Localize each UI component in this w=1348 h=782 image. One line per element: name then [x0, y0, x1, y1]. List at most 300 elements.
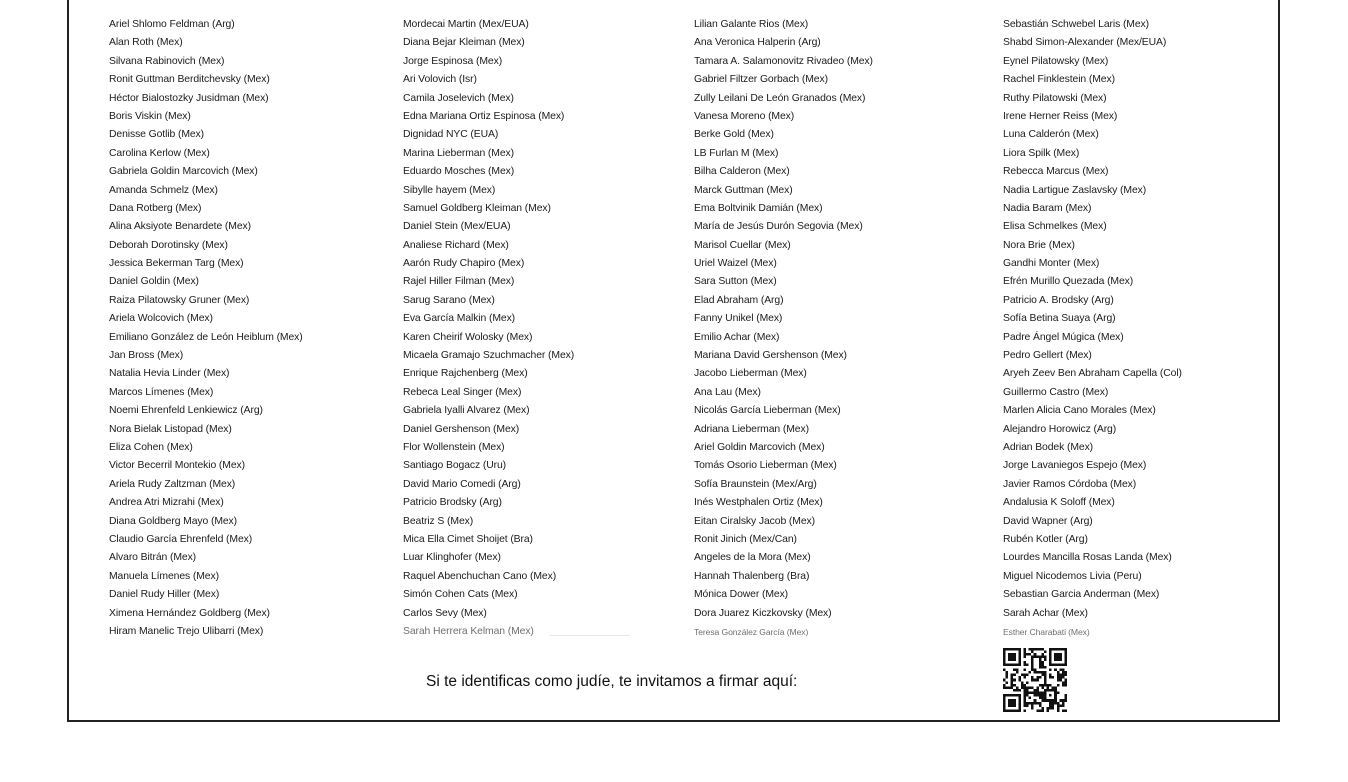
qr-module: [1006, 671, 1009, 674]
qr-module: [1031, 702, 1034, 705]
qr-module: [1041, 674, 1044, 677]
signatory-name: Jan Bross (Mex): [109, 350, 184, 362]
qr-module: [1031, 666, 1034, 669]
qr-module: [1026, 704, 1029, 707]
qr-module: [1013, 684, 1016, 687]
qr-module: [1011, 709, 1014, 712]
qr-module: [1011, 656, 1014, 659]
qr-module: [1036, 656, 1039, 659]
qr-module: [1041, 671, 1044, 674]
qr-module: [1041, 707, 1044, 710]
signatory-name: Simón Cohen Cats (Mex): [403, 589, 518, 601]
qr-module: [1064, 656, 1067, 659]
qr-module: [1023, 699, 1026, 702]
qr-module: [1044, 699, 1047, 702]
qr-module: [1013, 689, 1016, 692]
qr-module: [1003, 679, 1006, 682]
qr-module: [1044, 671, 1047, 674]
qr-module: [1062, 674, 1065, 677]
qr-module: [1023, 704, 1026, 707]
signatory-name: Dignidad NYC (EUA): [403, 129, 499, 141]
signatory-name: Berke Gold (Mex): [694, 129, 774, 141]
qr-module: [1026, 689, 1029, 692]
qr-module: [1018, 697, 1021, 700]
signatory-name: Diana Bejar Kleiman (Mex): [403, 37, 525, 49]
qr-module: [1049, 653, 1052, 656]
qr-module: [1052, 676, 1055, 679]
signatory-name: Shabd Simon-Alexander (Mex/EUA): [1003, 37, 1167, 49]
signatory-name: Aarón Rudy Chapiro (Mex): [403, 258, 525, 270]
qr-module: [1013, 668, 1016, 671]
qr-module: [1059, 699, 1062, 702]
qr-module: [1011, 674, 1014, 677]
signatory-name: Marck Guttman (Mex): [694, 184, 793, 196]
qr-module: [1041, 648, 1044, 651]
qr-module: [1031, 651, 1034, 654]
signatory-name: Tamara A. Salamonovitz Rivadeo (Mex): [694, 55, 873, 67]
qr-module: [1026, 663, 1029, 666]
qr-module: [1008, 699, 1011, 702]
qr-module: [1039, 694, 1042, 697]
qr-module: [1052, 707, 1055, 710]
signatory-name: Ariela Wolcovich (Mex): [109, 313, 213, 325]
signatory-name: Ariel Shlomo Feldman (Arg): [109, 19, 235, 30]
qr-module: [1041, 684, 1044, 687]
qr-code-icon[interactable]: [1003, 648, 1067, 712]
qr-module: [1018, 676, 1021, 679]
qr-module: [1049, 689, 1052, 692]
qr-module: [1054, 702, 1057, 705]
qr-module: [1011, 663, 1014, 666]
signatory-name: Flor Wollenstein (Mex): [403, 441, 505, 453]
signatory-name: Rebeca Leal Singer (Mex): [403, 386, 522, 398]
qr-module: [1064, 653, 1067, 656]
qr-module: [1023, 656, 1026, 659]
qr-module: [1039, 648, 1042, 651]
qr-module: [1023, 668, 1026, 671]
signatory-name: Dana Rotberg (Mex): [109, 202, 202, 214]
signatory-name: Alvaro Bitrán (Mex): [109, 552, 197, 564]
signatory-name: Natalia Hevia Linder (Mex): [109, 368, 230, 380]
qr-module: [1013, 704, 1016, 707]
qr-module: [1054, 692, 1057, 695]
qr-module: [1013, 648, 1016, 651]
signatory-name: Héctor Bialostozky Jusidman (Mex): [109, 92, 269, 104]
qr-module: [1013, 702, 1016, 705]
qr-module: [1049, 676, 1052, 679]
qr-module: [1054, 686, 1057, 689]
qr-module: [1039, 676, 1042, 679]
qr-module: [1006, 648, 1009, 651]
signatory-name: David Wapner (Arg): [1003, 515, 1093, 527]
qr-module: [1031, 686, 1034, 689]
qr-module: [1006, 686, 1009, 689]
signatory-name: David Mario Comedi (Arg): [403, 478, 521, 490]
signatory-name: María de Jesús Durón Segovia (Mex): [694, 221, 863, 233]
qr-module: [1057, 676, 1060, 679]
signatory-name: Daniel Goldin (Mex): [109, 276, 199, 288]
qr-module: [1018, 661, 1021, 664]
signatory-name: Amanda Schmelz (Mex): [109, 184, 218, 196]
signatory-name: Teresa González García (Mex): [694, 626, 809, 637]
qr-module: [1057, 658, 1060, 661]
signatory-name: Irene Herner Reiss (Mex): [1003, 110, 1118, 122]
qr-module: [1057, 653, 1060, 656]
signatory-name: Ari Volovich (Isr): [403, 74, 477, 86]
qr-module: [1023, 676, 1026, 679]
qr-module: [1057, 656, 1060, 659]
qr-module: [1003, 668, 1006, 671]
qr-module: [1008, 658, 1011, 661]
qr-module: [1016, 663, 1019, 666]
qr-module: [1039, 702, 1042, 705]
signatory-name: Luar Klinghofer (Mex): [403, 552, 501, 564]
qr-module: [1041, 699, 1044, 702]
qr-module: [1011, 658, 1014, 661]
signatory-name: Analiese Richard (Mex): [403, 239, 509, 251]
qr-module: [1041, 694, 1044, 697]
qr-module: [1023, 651, 1026, 654]
qr-module: [1034, 668, 1037, 671]
signatory-name: Sebastian Garcia Anderman (Mex): [1003, 589, 1160, 601]
qr-module: [1036, 694, 1039, 697]
qr-module: [1008, 704, 1011, 707]
signatory-name: Jorge Lavaniegos Espejo (Mex): [1003, 460, 1147, 472]
qr-module: [1062, 663, 1065, 666]
signatory-name: Hannah Thalenberg (Bra): [694, 570, 810, 582]
qr-module: [1003, 656, 1006, 659]
qr-module: [1029, 648, 1032, 651]
signatory-name: LB Furlan M (Mex): [694, 147, 779, 159]
signatory-name: Ronit Jinich (Mex/Can): [694, 533, 797, 545]
qr-module: [1036, 689, 1039, 692]
signatory-name: Noemi Ehrenfeld Lenkiewicz (Arg): [109, 405, 263, 417]
qr-module: [1031, 692, 1034, 695]
qr-module: [1036, 671, 1039, 674]
qr-module: [1052, 686, 1055, 689]
signatory-name: Ronit Guttman Berditchevsky (Mex): [109, 74, 270, 86]
qr-module: [1041, 661, 1044, 664]
qr-module: [1003, 658, 1006, 661]
qr-module: [1064, 684, 1067, 687]
qr-module: [1021, 674, 1024, 677]
qr-module: [1011, 686, 1014, 689]
qr-module: [1016, 668, 1019, 671]
signatory-name: Lilian Galante Rios (Mex): [694, 19, 809, 30]
signatory-name: Nora Bielak Listopad (Mex): [109, 423, 232, 435]
qr-module: [1031, 676, 1034, 679]
signatory-name: Silvana Rabinovich (Mex): [109, 55, 225, 67]
qr-module: [1036, 679, 1039, 682]
qr-module: [1039, 709, 1042, 712]
qr-module: [1052, 699, 1055, 702]
qr-module: [1034, 679, 1037, 682]
signatory-name: Carlos Sevy (Mex): [403, 607, 487, 619]
qr-module: [1049, 699, 1052, 702]
qr-module: [1059, 656, 1062, 659]
qr-module: [1011, 704, 1014, 707]
signatory-name: Mordecai Martin (Mex/EUA): [403, 19, 529, 30]
qr-module: [1041, 686, 1044, 689]
signatory-name: Andrea Atri Mizrahi (Mex): [109, 497, 224, 509]
qr-module: [1003, 709, 1006, 712]
qr-module: [1003, 704, 1006, 707]
signatory-name: Padre Ángel Múgica (Mex): [1003, 331, 1124, 343]
qr-module: [1016, 671, 1019, 674]
qr-module: [1003, 661, 1006, 664]
signatory-name: Ximena Hernández Goldberg (Mex): [109, 607, 270, 619]
qr-module: [1018, 709, 1021, 712]
qr-module: [1016, 648, 1019, 651]
qr-module: [1016, 689, 1019, 692]
qr-module: [1047, 686, 1050, 689]
signature-column-4: [1003, 16, 1263, 641]
signatory-name: Edna Mariana Ortiz Espinosa (Mex): [403, 110, 565, 122]
qr-module: [1023, 686, 1026, 689]
divider: [550, 635, 630, 636]
qr-module: [1044, 676, 1047, 679]
signature-column-2: [403, 16, 683, 641]
qr-module: [1031, 661, 1034, 664]
qr-module: [1064, 661, 1067, 664]
qr-module: [1064, 681, 1067, 684]
signatory-name: Inés Westphalen Ortiz (Mex): [694, 497, 823, 509]
qr-module: [1034, 656, 1037, 659]
qr-module: [1057, 709, 1060, 712]
qr-module: [1013, 656, 1016, 659]
qr-module: [1049, 648, 1052, 651]
signatory-name: Miguel Nicodemos Livia (Peru): [1003, 570, 1142, 582]
signatory-name: Emilio Achar (Mex): [694, 331, 780, 343]
qr-module: [1008, 663, 1011, 666]
qr-module: [1018, 651, 1021, 654]
signatory-name: Daniel Stein (Mex/EUA): [403, 221, 511, 233]
qr-module: [1054, 699, 1057, 702]
qr-module: [1057, 704, 1060, 707]
signatory-name: Gandhi Monter (Mex): [1003, 258, 1100, 270]
signatory-name: Jorge Espinosa (Mex): [403, 55, 503, 67]
signatory-name: Nora Brie (Mex): [1003, 239, 1075, 251]
qr-module: [1047, 684, 1050, 687]
qr-module: [1018, 658, 1021, 661]
qr-module: [1062, 699, 1065, 702]
signatory-name: Rubén Kotler (Arg): [1003, 533, 1088, 545]
qr-module: [1023, 689, 1026, 692]
qr-module: [1013, 709, 1016, 712]
qr-module: [1039, 692, 1042, 695]
qr-module: [1008, 653, 1011, 656]
qr-module: [1057, 702, 1060, 705]
qr-module: [1044, 681, 1047, 684]
signatory-name: Angeles de la Mora (Mex): [694, 552, 811, 564]
qr-module: [1003, 651, 1006, 654]
qr-module: [1031, 668, 1034, 671]
qr-module: [1036, 692, 1039, 695]
signatory-name: Javier Ramos Córdoba (Mex): [1003, 478, 1137, 490]
qr-module: [1011, 694, 1014, 697]
signatory-name: Raquel Abenchuchan Cano (Mex): [403, 570, 557, 582]
qr-module: [1062, 702, 1065, 705]
signatory-name: Eitan Ciralsky Jacob (Mex): [694, 515, 815, 527]
qr-module: [1044, 697, 1047, 700]
signatory-name: Tomás Osorio Lieberman (Mex): [694, 460, 837, 472]
qr-module: [1052, 702, 1055, 705]
qr-module: [1016, 686, 1019, 689]
qr-module: [1011, 702, 1014, 705]
qr-module: [1034, 689, 1037, 692]
qr-module: [1023, 692, 1026, 695]
signature-column-3: [694, 16, 974, 641]
signatory-name: Gabriela Iyalli Alvarez (Mex): [403, 405, 530, 417]
signatory-name: Hiram Manelic Trejo Ulibarri (Mex): [109, 625, 264, 637]
qr-module: [1023, 709, 1026, 712]
qr-module: [1023, 674, 1026, 677]
qr-module: [1039, 666, 1042, 669]
qr-module: [1044, 666, 1047, 669]
qr-module: [1044, 651, 1047, 654]
signatory-name: Sarah Achar (Mex): [1003, 607, 1088, 619]
qr-module: [1003, 653, 1006, 656]
qr-module: [1029, 697, 1032, 700]
qr-module: [1018, 689, 1021, 692]
qr-module: [1039, 684, 1042, 687]
signatory-name: Manuela Límenes (Mex): [109, 570, 219, 582]
qr-module: [1018, 663, 1021, 666]
signatory-name: Elad Abraham (Arg): [694, 294, 784, 306]
signatory-name: Elisa Schmelkes (Mex): [1003, 221, 1107, 233]
qr-module: [1023, 661, 1026, 664]
qr-module: [1049, 663, 1052, 666]
qr-module: [1023, 694, 1026, 697]
qr-module: [1026, 653, 1029, 656]
qr-module: [1023, 684, 1026, 687]
qr-module: [1018, 702, 1021, 705]
qr-module: [1011, 684, 1014, 687]
signatory-name: Ema Boltvinik Damián (Mex): [694, 202, 823, 214]
qr-module: [1039, 661, 1042, 664]
qr-module: [1034, 671, 1037, 674]
signatory-name: Sebastián Schwebel Laris (Mex): [1003, 19, 1150, 30]
qr-module: [1003, 707, 1006, 710]
qr-module: [1064, 663, 1067, 666]
qr-module: [1006, 694, 1009, 697]
signatory-name: Rebecca Marcus (Mex): [1003, 166, 1109, 178]
qr-module: [1049, 668, 1052, 671]
qr-module: [1018, 653, 1021, 656]
qr-module: [1006, 674, 1009, 677]
qr-module: [1052, 704, 1055, 707]
qr-module: [1057, 648, 1060, 651]
qr-module: [1021, 684, 1024, 687]
qr-module: [1052, 648, 1055, 651]
qr-module: [1021, 686, 1024, 689]
signatory-name: Eduardo Mosches (Mex): [403, 166, 515, 178]
qr-module: [1039, 658, 1042, 661]
qr-module: [1059, 704, 1062, 707]
qr-module: [1006, 663, 1009, 666]
signatory-name: Sofía Betina Suaya (Arg): [1003, 313, 1116, 325]
signatory-name: Fanny Unikel (Mex): [694, 313, 783, 325]
qr-module: [1013, 658, 1016, 661]
qr-module: [1059, 679, 1062, 682]
signatory-name: Jacobo Lieberman (Mex): [694, 368, 807, 380]
signatory-name: Karen Cheirif Wolosky (Mex): [403, 331, 533, 343]
qr-module: [1059, 674, 1062, 677]
signatory-name: Alan Roth (Mex): [109, 37, 183, 49]
qr-module: [1036, 686, 1039, 689]
qr-module: [1039, 671, 1042, 674]
signatory-name: Eynel Pilatowsky (Mex): [1003, 55, 1109, 67]
signatory-name: Raiza Pilatowsky Gruner (Mex): [109, 294, 250, 306]
signatory-name: Bilha Calderon (Mex): [694, 166, 790, 178]
qr-module: [1011, 676, 1014, 679]
qr-module: [1003, 699, 1006, 702]
qr-module: [1026, 702, 1029, 705]
sign-invitation-text: Si te identificas como judíe, te invitamos a firmar aquí:: [426, 673, 798, 690]
qr-module: [1059, 658, 1062, 661]
qr-module: [1064, 697, 1067, 700]
qr-module: [1059, 653, 1062, 656]
qr-module: [1008, 686, 1011, 689]
qr-module: [1016, 694, 1019, 697]
qr-module: [1064, 648, 1067, 651]
qr-module: [1054, 697, 1057, 700]
qr-module: [1041, 666, 1044, 669]
qr-module: [1008, 648, 1011, 651]
qr-module: [1047, 709, 1050, 712]
signatory-name: Claudio García Ehrenfeld (Mex): [109, 533, 253, 545]
qr-module: [1059, 668, 1062, 671]
qr-module: [1026, 694, 1029, 697]
qr-module: [1064, 671, 1067, 674]
qr-module: [1062, 681, 1065, 684]
qr-module: [1026, 681, 1029, 684]
qr-module: [1054, 689, 1057, 692]
signatory-name: Marisol Cuellar (Mex): [694, 239, 791, 251]
signatory-name: Sibylle hayem (Mex): [403, 184, 496, 196]
qr-module: [1049, 656, 1052, 659]
qr-module: [1064, 699, 1067, 702]
qr-module: [1006, 709, 1009, 712]
qr-module: [1041, 656, 1044, 659]
qr-module: [1064, 651, 1067, 654]
signature-column-1: [109, 16, 389, 641]
qr-module: [1003, 694, 1006, 697]
qr-module: [1026, 692, 1029, 695]
signatory-name: Guillermo Castro (Mex): [1003, 386, 1109, 398]
qr-module: [1062, 684, 1065, 687]
qr-module: [1034, 653, 1037, 656]
qr-module: [1039, 656, 1042, 659]
qr-module: [1018, 704, 1021, 707]
qr-module: [1013, 663, 1016, 666]
qr-module: [1013, 694, 1016, 697]
signatory-name: Sarug Sarano (Mex): [403, 294, 495, 306]
signatory-name: Sara Sutton (Mex): [694, 276, 777, 288]
qr-module: [1031, 658, 1034, 661]
qr-module: [1044, 679, 1047, 682]
qr-module: [1011, 699, 1014, 702]
qr-module: [1059, 676, 1062, 679]
signatory-name: Sarah Herrera Kelman (Mex): [403, 625, 534, 637]
qr-module: [1049, 674, 1052, 677]
qr-module: [1041, 692, 1044, 695]
signatory-name: Liora Spilk (Mex): [1003, 147, 1080, 159]
qr-module: [1023, 697, 1026, 700]
qr-module: [1054, 653, 1057, 656]
qr-module: [1008, 656, 1011, 659]
signatory-name: Gabriel Filtzer Gorbach (Mex): [694, 74, 828, 86]
